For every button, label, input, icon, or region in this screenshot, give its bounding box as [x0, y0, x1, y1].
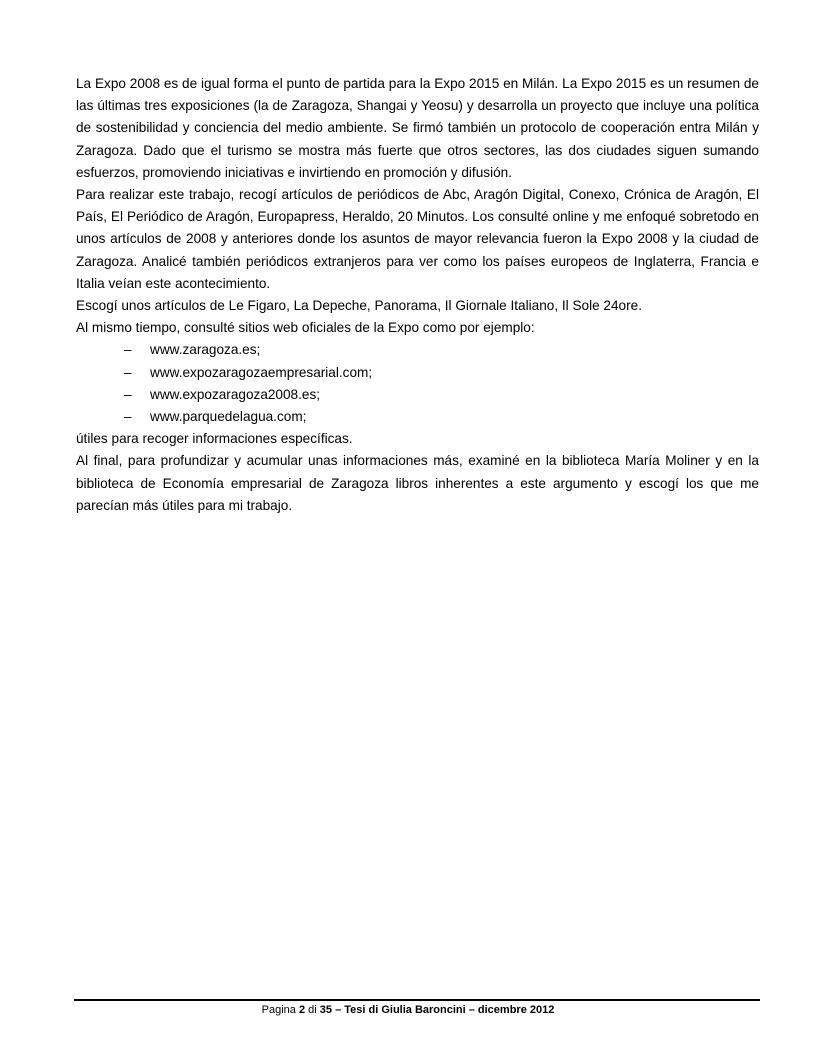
page-footer [0, 1003, 816, 1017]
website-link: www.parquedelagua.com; [150, 409, 307, 425]
paragraph-foreign-newspapers: Escogí unos artículos de Le Figaro, La Depeche, Panorama, Il Giornale Italiano, Il Sole 24ore. [76, 298, 642, 314]
paragraph-websites-intro: Al mismo tiempo, consulté sitios web oficiales de la Expo como por ejemplo: [76, 320, 535, 336]
dash-bullet: – [124, 386, 132, 402]
paragraph-sources-newspapers: Para realizar este trabajo, recogí artículos de periódicos de Abc, Aragón Digital, Conexo, Crónica de Aragón, El País, El Periódico de Aragón, Europapress, Heraldo, 20 Minutos. Los consulté online y me enfoqué sobretodo en unos artículos de 2008 y anteriores donde los asuntos de mayor relevancia fueron la Expo 2008 y la ciudad de Zaragoza. Analicé también periódicos extranjeros para ver como los países europeos de Inglaterra, Francia e Italia veían este acontecimiento. [76, 187, 759, 291]
website-link: www.zaragoza.es; [150, 342, 261, 358]
footer-divider [74, 999, 760, 1001]
page-body [76, 73, 759, 517]
list-item [76, 362, 759, 384]
paragraph-websites-purpose: útiles para recoger informaciones específicas. [76, 431, 353, 447]
website-link: www.expozaragoza2008.es; [150, 386, 321, 402]
dash-bullet: – [124, 364, 132, 380]
paragraph-libraries: Al final, para profundizar y acumular unas informaciones más, examiné en la biblioteca María Moliner y en la biblioteca de Economía empresarial de Zaragoza libros inherentes a este argumento y escogí los que me parecían más útiles para mi trabajo. [76, 453, 759, 513]
footer-of-label: di [308, 1004, 317, 1016]
paragraph-expo-2015: La Expo 2008 es de igual forma el punto de partida para la Expo 2015 en Milán. La Expo 2015 es un resumen de las últimas tres exposiciones (la de Zaragoza, Shangai y Yeosu) y desarrolla un proyecto que incluye una política de sostenibilidad y conciencia del medio ambiente. Se firmó también un protocolo de cooperación entra Milán y Zaragoza. Dado que el turismo se mostra más fuerte que otros sectores, las dos ciudades siguen sumando esfuerzos, promoviendo iniciativas e invirtiendo en promoción y difusión. [76, 76, 759, 180]
footer-page-number: 2 [298, 1004, 306, 1016]
dash-bullet: – [124, 409, 132, 425]
footer-thesis-info: – Tesi di Giulia Baroncini – dicembre 2012 [335, 1004, 555, 1016]
footer-page-label: Pagina [261, 1004, 296, 1016]
footer-total-pages: 35 [319, 1004, 333, 1016]
list-item [76, 406, 759, 428]
list-item [76, 339, 759, 361]
website-link: www.expozaragozaempresarial.com; [150, 364, 373, 380]
website-list [76, 339, 759, 428]
list-item [76, 384, 759, 406]
dash-bullet: – [124, 342, 132, 358]
